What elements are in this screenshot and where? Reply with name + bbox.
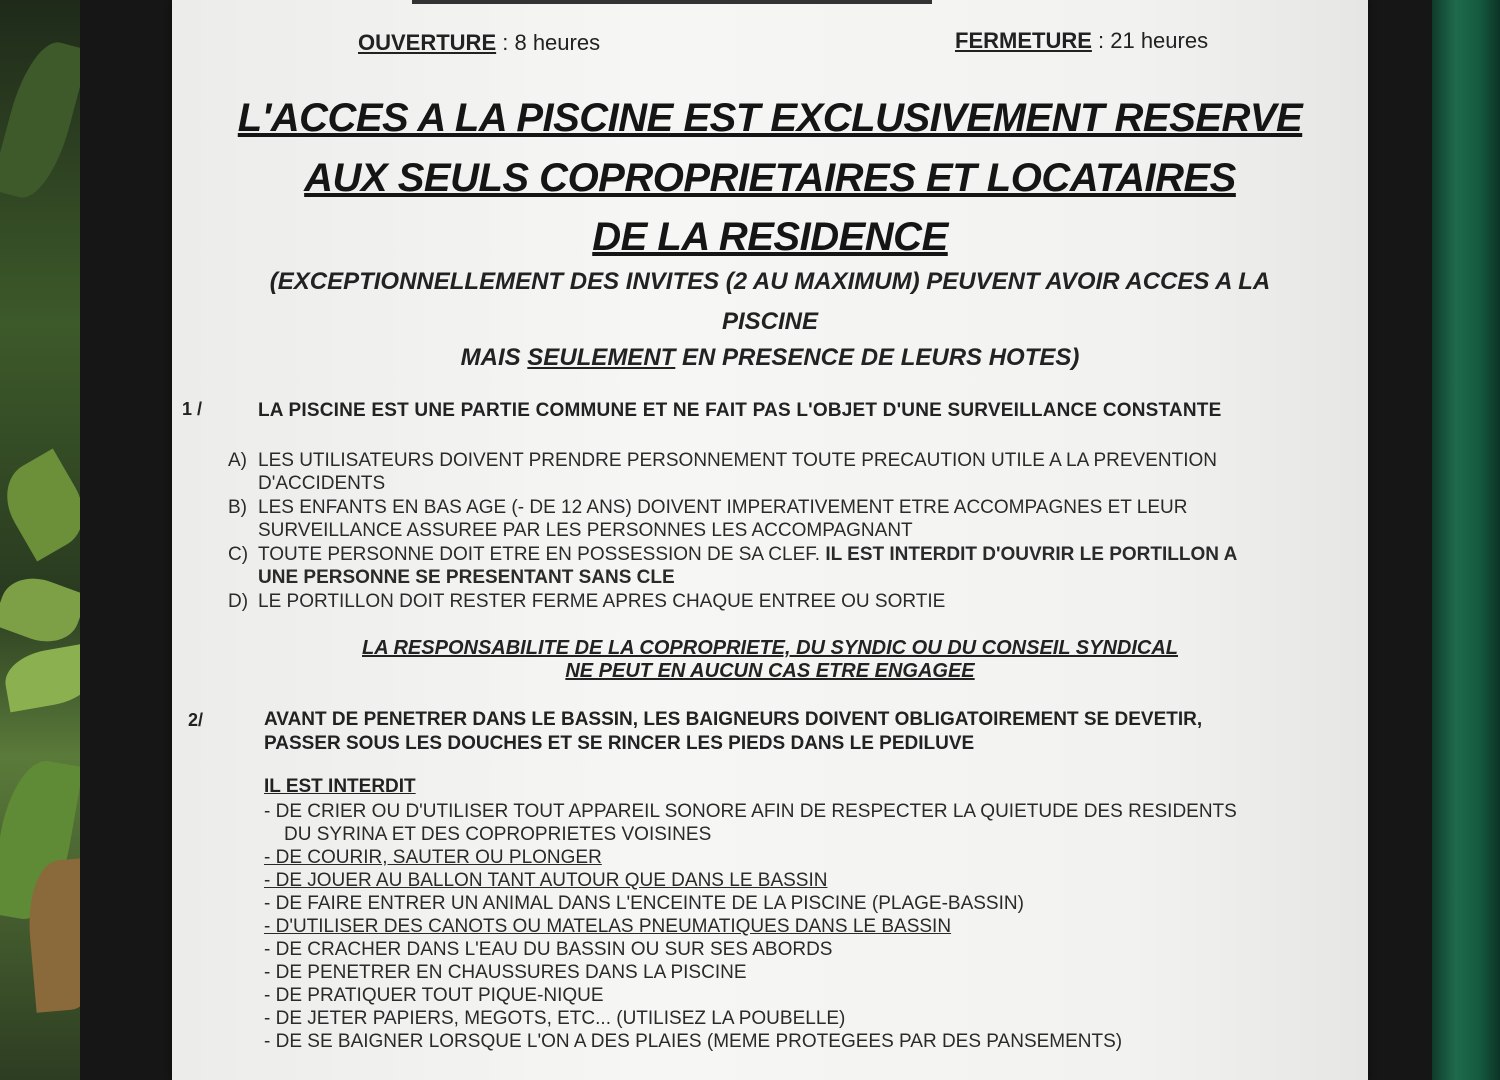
- guests-note-line-1: (EXCEPTIONNELLEMENT DES INVITES (2 AU MAXIMUM) PEUVENT AVOIR ACCES A LA: [269, 268, 1271, 295]
- closing-label: FERMETURE: [955, 28, 1092, 53]
- rule-continuation: UNE PERSONNE SE PRESENTANT SANS CLE: [258, 567, 675, 588]
- section-1-number: 1 /: [182, 399, 203, 419]
- list-item: [264, 800, 1354, 846]
- rule-item-a: [228, 449, 1352, 495]
- forbidden-rule-continuation: DU SYRINA ET DES COPROPRIETES VOISINES: [284, 824, 712, 845]
- rule-text: LE PORTILLON DOIT RESTER FERME APRES CHAQUE ENTREE OU SORTIE: [258, 591, 946, 612]
- list-item: [264, 892, 1354, 915]
- opening-value: : 8 heures: [502, 30, 601, 55]
- title-line-1: L'ACCES A LA PISCINE EST EXCLUSIVEMENT RESERVE: [237, 96, 1303, 140]
- forbidden-rule-text: - DE JOUER AU BALLON TANT AUTOUR QUE DANS LE BASSIN: [264, 870, 828, 891]
- section-2-line-2: PASSER SOUS LES DOUCHES ET SE RINCER LES PIEDS DANS LE PEDILUVE: [264, 733, 975, 754]
- notice-paper: [172, 0, 1368, 1080]
- top-rule: [412, 0, 932, 4]
- closing-value: : 21 heures: [1098, 28, 1209, 53]
- guests-note-emphasis: SEULEMENT: [527, 344, 676, 371]
- rule-item-d: [228, 590, 1352, 613]
- section-2-line-1: AVANT DE PENETRER DANS LE BASSIN, LES BAIGNEURS DOIVENT OBLIGATOIREMENT SE DEVETIR,: [264, 709, 1203, 730]
- rule-text: TOUTE PERSONNE DOIT ETRE EN POSSESSION DE SA CLEF.: [258, 544, 821, 565]
- guests-note-line-3: [172, 344, 1368, 372]
- forbidden-rule-text: - DE CRACHER DANS L'EAU DU BASSIN OU SUR SES ABORDS: [264, 939, 833, 960]
- section-2-number: 2/: [188, 710, 204, 730]
- forbidden-list: [264, 800, 1354, 1053]
- list-item: [264, 869, 1354, 892]
- section-1-heading: LA PISCINE EST UNE PARTIE COMMUNE ET NE FAIT PAS L'OBJET D'UNE SURVEILLANCE CONSTANTE: [258, 400, 1222, 421]
- leaf-decoration: [0, 35, 90, 205]
- title-line-2: AUX SEULS COPROPRIETAIRES ET LOCATAIRES: [304, 156, 1236, 200]
- forbidden-rule-text: - DE PENETRER EN CHAUSSURES DANS LA PISCINE: [264, 962, 747, 983]
- rule-bold-text: IL EST INTERDIT D'OUVRIR LE PORTILLON A: [820, 544, 1238, 565]
- green-post: [1432, 0, 1500, 1080]
- list-item: [264, 984, 1354, 1007]
- guests-note-suffix: EN PRESENCE DE LEURS HOTES): [675, 344, 1080, 371]
- rule-label: B): [228, 497, 247, 518]
- forbidden-title: IL EST INTERDIT: [264, 776, 416, 797]
- leaf-decoration: [0, 568, 88, 652]
- responsibility-line-2: NE PEUT EN AUCUN CAS ETRE ENGAGEE: [565, 660, 975, 682]
- list-item: [264, 846, 1354, 869]
- rule-item-b: [228, 496, 1352, 542]
- opening-label: OUVERTURE: [358, 30, 497, 55]
- forbidden-rule-text: - DE SE BAIGNER LORSQUE L'ON A DES PLAIES (MEME PROTEGEES PAR DES PANSEMENTS): [264, 1031, 1123, 1052]
- rule-label: C): [228, 544, 249, 565]
- section-2-text: [264, 708, 1346, 756]
- title-line-3: DE LA RESIDENCE: [592, 215, 948, 259]
- forbidden-rule-text: - DE COURIR, SAUTER OU PLONGER: [264, 847, 602, 868]
- opening-hours: [358, 30, 600, 56]
- forbidden-rule-text: - D'UTILISER DES CANOTS OU MATELAS PNEUMATIQUES DANS LE BASSIN: [264, 916, 952, 937]
- list-item: [264, 1007, 1354, 1030]
- forbidden-rule-text: - DE FAIRE ENTRER UN ANIMAL DANS L'ENCEINTE DE LA PISCINE (PLAGE-BASSIN): [264, 893, 1024, 914]
- list-item: [264, 1030, 1354, 1053]
- responsibility-line-1: LA RESPONSABILITE DE LA COPROPRIETE, DU SYNDIC OU DU CONSEIL SYNDICAL: [362, 637, 1178, 659]
- closing-hours: [955, 28, 1208, 54]
- guests-note-prefix: MAIS: [460, 344, 528, 371]
- rule-text: LES UTILISATEURS DOIVENT PRENDRE PERSONNEMENT TOUTE PRECAUTION UTILE A LA PREVENTION: [258, 450, 1218, 471]
- rule-continuation: D'ACCIDENTS: [258, 473, 386, 494]
- list-item: [264, 961, 1354, 984]
- list-item: [264, 938, 1354, 961]
- rule-item-c: [228, 543, 1352, 589]
- forbidden-rule-text: - DE PRATIQUER TOUT PIQUE-NIQUE: [264, 985, 604, 1006]
- rule-label: A): [228, 450, 247, 471]
- forbidden-rule-text: - DE CRIER OU D'UTILISER TOUT APPAREIL SONORE AFIN DE RESPECTER LA QUIETUDE DES RESIDENTS: [264, 801, 1237, 822]
- rule-label: D): [228, 591, 249, 612]
- rule-text: LES ENFANTS EN BAS AGE (- DE 12 ANS) DOIVENT IMPERATIVEMENT ETRE ACCOMPAGNES ET LEUR: [258, 497, 1188, 518]
- rule-continuation: SURVEILLANCE ASSUREE PAR LES PERSONNES LES ACCOMPAGNANT: [258, 520, 913, 541]
- guests-note-line-2: PISCINE: [721, 308, 819, 335]
- forbidden-rule-text: - DE JETER PAPIERS, MEGOTS, ETC... (UTILISEZ LA POUBELLE): [264, 1008, 846, 1029]
- list-item: [264, 915, 1354, 938]
